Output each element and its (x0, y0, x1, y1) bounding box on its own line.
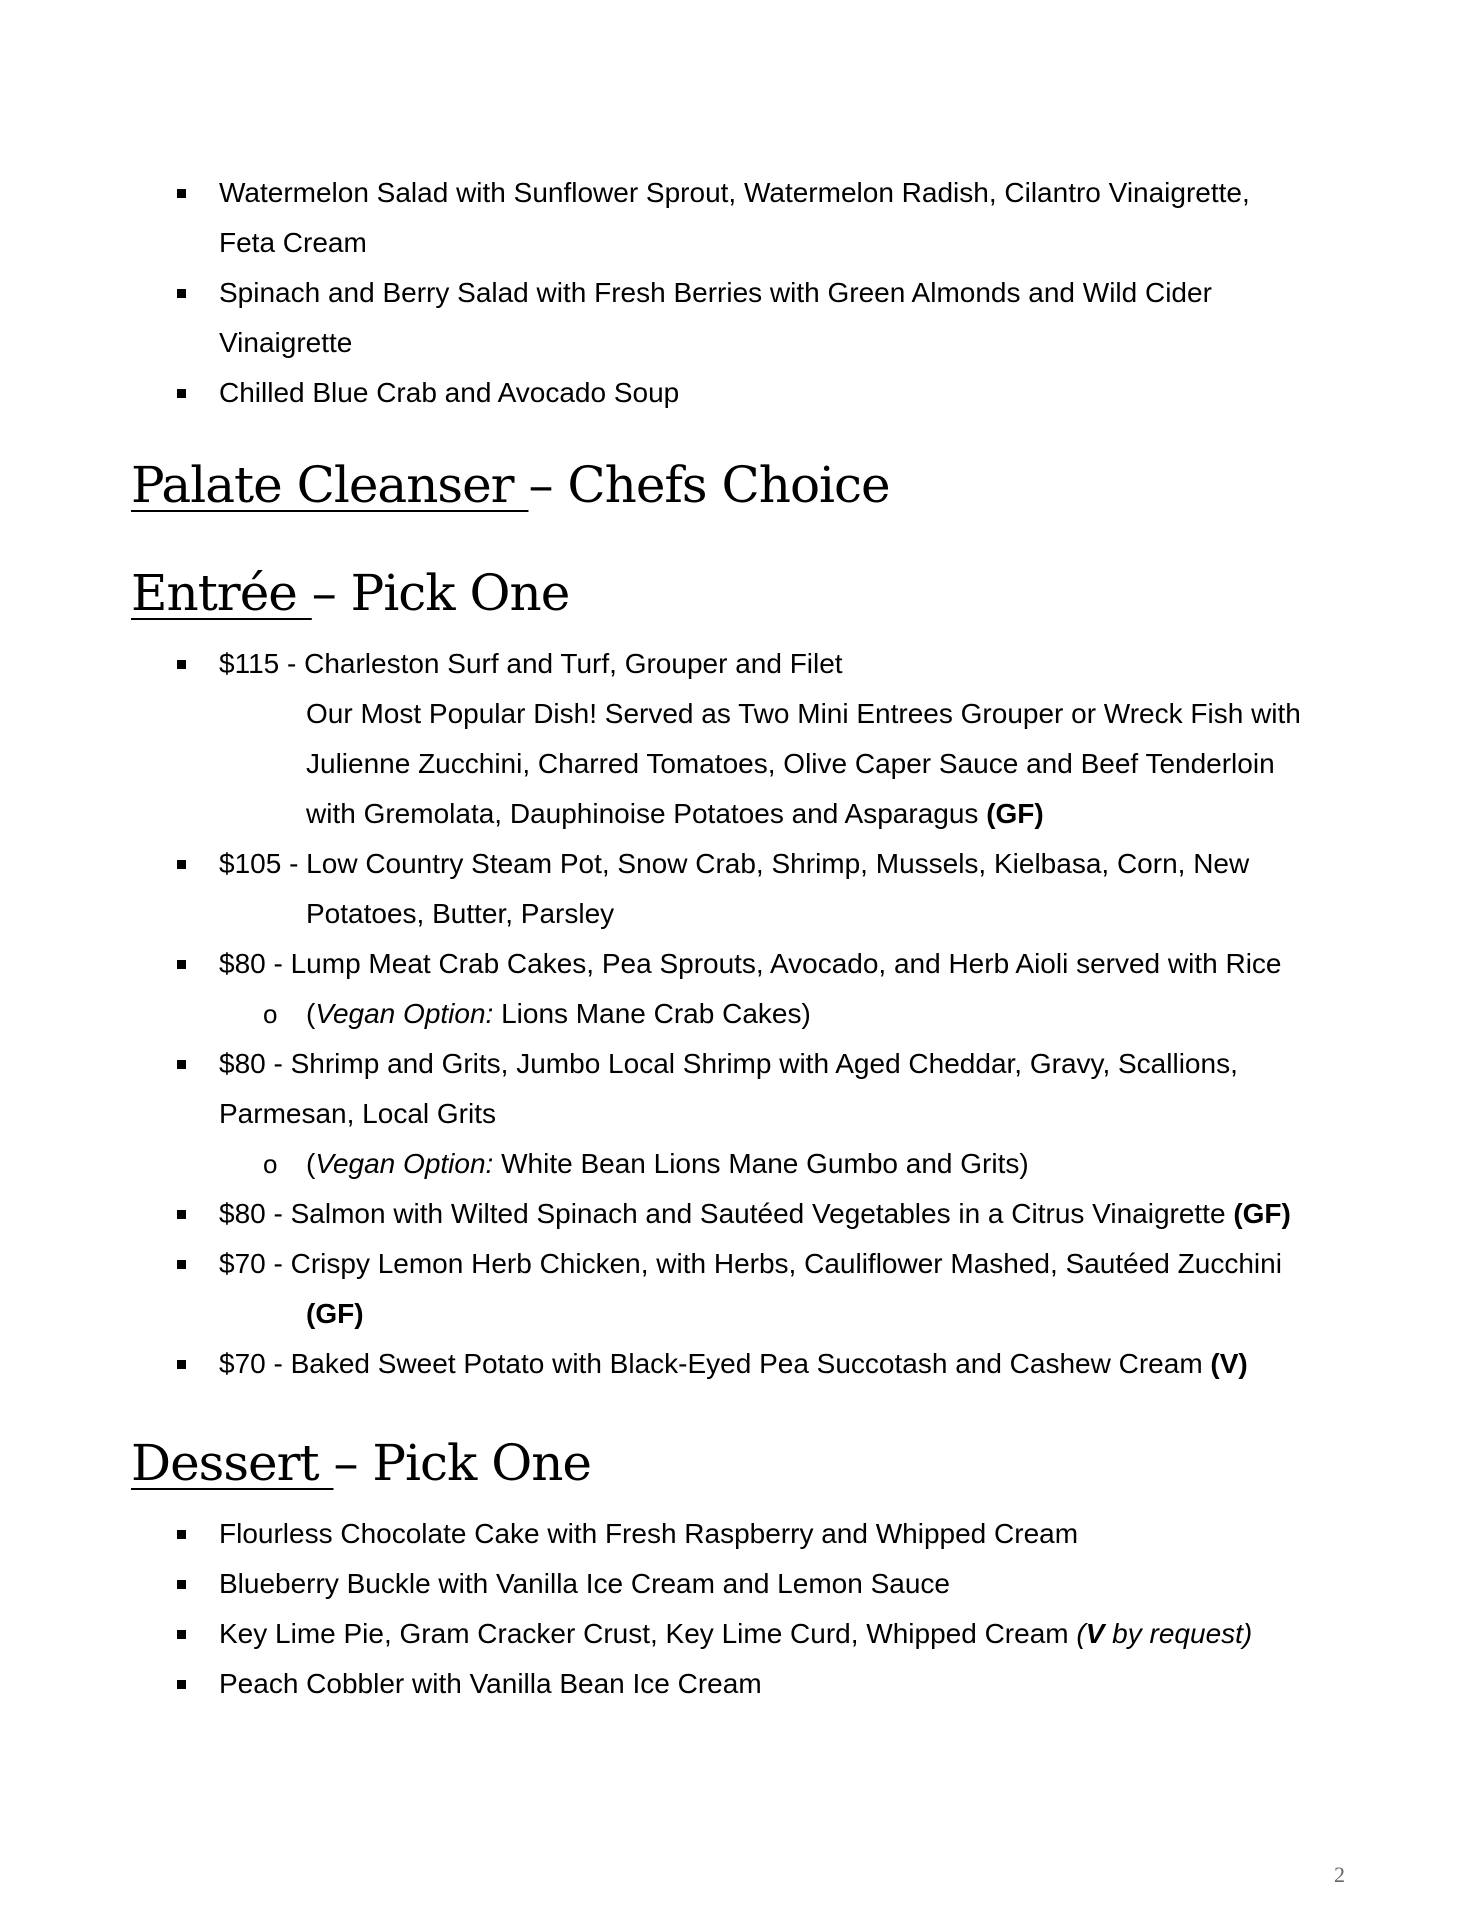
list-item (0, 1039, 1484, 1139)
sub-list-item (0, 1139, 1484, 1189)
list-item (0, 368, 1484, 418)
item-text (219, 1189, 1354, 1239)
square-bullet-icon (177, 189, 186, 198)
section-heading-entree (131, 563, 569, 623)
list-item (0, 1189, 1484, 1239)
dietary-tag: V (1085, 1618, 1105, 1649)
item-text: Vinaigrette (219, 327, 353, 358)
circle-bullet-icon: o (263, 999, 278, 1029)
square-bullet-icon (177, 1360, 186, 1369)
item-text-main: $70 - Baked Sweet Potato with Black-Eyed Pea Succotash and Cashew Cream (219, 1348, 1211, 1379)
item-description-text: with Gremolata, Dauphinoise Potatoes and Asparagus (306, 798, 987, 829)
item-description: Our Most Popular Dish! Served as Two Mini Entrees Grouper or Wreck Fish with (306, 698, 1301, 729)
item-text-main: $80 - Salmon with Wilted Spinach and Sautéed Vegetables in a Citrus Vinaigrette (219, 1198, 1234, 1229)
vegan-label: Vegan Option: (315, 1148, 494, 1179)
dietary-tag: (V) (1210, 1348, 1248, 1379)
square-bullet-icon (177, 860, 186, 869)
item-text: $80 - Lump Meat Crab Cakes, Pea Sprouts, Avocado, and Herb Aioli served with Rice (219, 948, 1282, 979)
item-text: $70 - Crispy Lemon Herb Chicken, with Herbs, Cauliflower Mashed, Sautéed Zucchini (219, 1248, 1282, 1279)
item-text: Spinach and Berry Salad with Fresh Berries with Green Almonds and Wild Cider (219, 277, 1212, 308)
square-bullet-icon (177, 1680, 186, 1689)
list-item (0, 939, 1484, 989)
circle-bullet-icon: o (263, 1149, 278, 1179)
dietary-tag: (GF) (986, 798, 1044, 829)
list-item (0, 1659, 1484, 1709)
vegan-label: Vegan Option: (315, 998, 494, 1029)
item-text: Flourless Chocolate Cake with Fresh Raspberry and Whipped Cream (219, 1518, 1079, 1549)
item-text: Blueberry Buckle with Vanilla Ice Cream and Lemon Sauce (219, 1568, 950, 1599)
item-text: $115 - Charleston Surf and Turf, Grouper and Filet (219, 648, 843, 679)
square-bullet-icon (177, 389, 186, 398)
list-item (0, 268, 1484, 368)
vegan-text: Lions Mane Crab Cakes) (493, 998, 811, 1029)
list-item (0, 1609, 1484, 1659)
dessert-list (0, 1509, 1484, 1709)
square-bullet-icon (177, 660, 186, 669)
list-item (0, 1239, 1484, 1339)
list-item (0, 1339, 1484, 1389)
item-text: Parmesan, Local Grits (219, 1098, 496, 1129)
heading-underlined: Dessert (131, 1434, 334, 1492)
list-item (0, 839, 1484, 939)
item-description: Julienne Zucchini, Charred Tomatoes, Olive Caper Sauce and Beef Tenderloin (306, 748, 1275, 779)
item-text: $80 - Shrimp and Grits, Jumbo Local Shrimp with Aged Cheddar, Gravy, Scallions, (219, 1048, 1238, 1079)
heading-rest: – Pick One (311, 564, 570, 622)
item-text-main: Key Lime Pie, Gram Cracker Crust, Key Lime Curd, Whipped Cream (219, 1618, 1077, 1649)
item-description (219, 789, 1354, 839)
heading-rest: – Chefs Choice (528, 456, 890, 514)
item-text: Potatoes, Butter, Parsley (306, 898, 615, 929)
vegan-text: White Bean Lions Mane Gumbo and Grits) (493, 1148, 1029, 1179)
salad-list (0, 168, 1484, 418)
square-bullet-icon (177, 1580, 186, 1589)
vegan-open: ( (306, 1148, 316, 1179)
heading-underlined: Entrée (131, 564, 312, 622)
list-item (0, 639, 1484, 839)
dietary-tag: (GF) (1233, 1198, 1291, 1229)
square-bullet-icon (177, 1530, 186, 1539)
item-text: $105 - Low Country Steam Pot, Snow Crab, Shrimp, Mussels, Kielbasa, Corn, New (219, 848, 1250, 879)
dietary-tag: (GF) (306, 1298, 364, 1329)
square-bullet-icon (177, 1260, 186, 1269)
heading-underlined: Palate Cleanser (131, 456, 529, 514)
section-heading-palate (131, 455, 890, 515)
item-text (219, 1339, 1354, 1389)
list-item (0, 1509, 1484, 1559)
vegan-open: ( (306, 998, 316, 1029)
square-bullet-icon (177, 960, 186, 969)
page-number: 2 (1334, 1862, 1345, 1887)
item-text (219, 1609, 1354, 1659)
item-text: Chilled Blue Crab and Avocado Soup (219, 377, 680, 408)
entree-list (0, 639, 1484, 1389)
item-text: Watermelon Salad with Sunflower Sprout, Watermelon Radish, Cilantro Vinaigrette, (219, 177, 1250, 208)
dietary-note-open: ( (1076, 1618, 1086, 1649)
square-bullet-icon (177, 289, 186, 298)
item-text: Peach Cobbler with Vanilla Bean Ice Cream (219, 1668, 762, 1699)
sub-list-item (0, 989, 1484, 1039)
section-heading-dessert (131, 1433, 591, 1493)
square-bullet-icon (177, 1630, 186, 1639)
item-text: Feta Cream (219, 227, 367, 258)
heading-rest: – Pick One (333, 1434, 591, 1492)
dietary-note: by request) (1104, 1618, 1253, 1649)
list-item (0, 168, 1484, 268)
list-item (0, 1559, 1484, 1609)
square-bullet-icon (177, 1060, 186, 1069)
square-bullet-icon (177, 1210, 186, 1219)
